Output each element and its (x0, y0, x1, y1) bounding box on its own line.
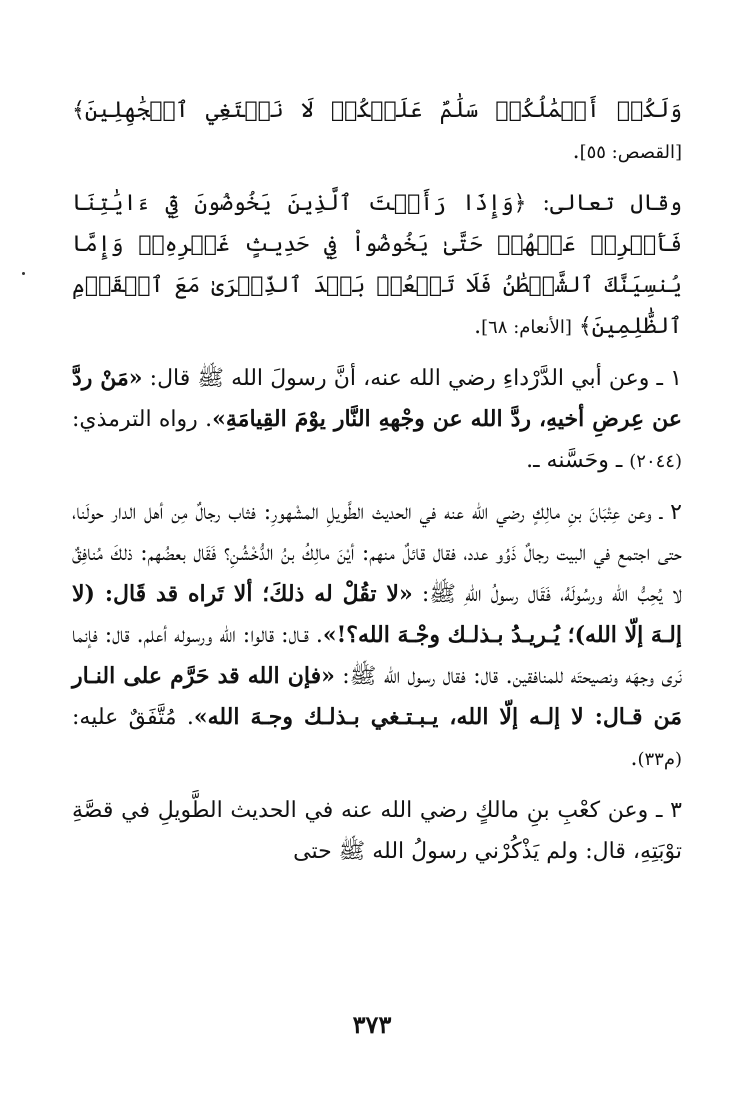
quran-text: وَلَكُمۡ أَعۡمَٰلُكُمۡ سَلَٰمٌ عَلَيۡكُمۡ لَا نَبۡتَغِي ٱلۡجَٰهِلِينَ﴾ (72, 98, 682, 123)
narration-text: ٢ ـ وعن عِتْبَانَ بنِ مالِكٍ رضي الله عنه في الحديث الطَّويلِ المشْهورِ: فثاب رجالٌ مِن أهل الدار حولَنا، حتى اجتمع في البيت رجالٌ ذَوُو عدد، فقال قائلٌ منهم: أيْنَ مالِكُ بنُ الدُّخْشُنِ؟ فَقَال بعضُهم: ذلكَ مُنافِقٌ لا يُحِبُّ الله ورسُولَهُ، فَقَال رسولُ اللهِ ﷺ: (72, 500, 683, 607)
page-body (72, 80, 682, 882)
verse-reference: [الأنعام: ٦٨] (481, 317, 572, 338)
quran-text: ﴿وَإِذَا رَأَيۡتَ ٱلَّذِينَ يَخُوضُونَ فِيٓ ءَايَٰتِنَا فَأَعۡرِضۡ عَنۡهُمۡ حَتَّىٰ يَخُوضُواْ فِي حَدِيثٍ غَيۡرِهِۦۚ وَإِمَّا يُنسِيَنَّكَ ٱلشَّيۡطَٰنُ فَلَا تَقۡعُدۡ بَعۡدَ ٱلذِّكۡرَىٰ مَعَ ٱلۡقَوۡمِ ٱلظَّٰلِمِينَ﴾ (72, 191, 682, 339)
punctuation: . (474, 314, 482, 339)
hadith-quote: «فإن الله قد حَرَّم على النـار مَن قـال: لا إلـه إلّا الله، يـبـتـغي بـذلـك وجـهَ الله» (72, 663, 682, 730)
hadith-reference: (٢٠٤٤) (629, 451, 682, 472)
narration-text: . قـال: قالوا: الله ورسوله أعلم. قال: فإنما نَرى وجهَه ونصيحتَه للمنافقين. قال: فقال رسول الله ﷺ: (72, 623, 682, 689)
hadith-quote: «لا تقُلْ له ذلكَ؛ ألا تَراه قد قَال: (لا إلـهَ إلّا الله)؛ يُـريـدُ بـذلـك وجْـهَ الله؟!» (72, 581, 682, 648)
narration-text: . مُتَّفَقٌ عليه: (72, 705, 194, 730)
punctuation: . (630, 746, 638, 771)
quran-verse-anam (72, 183, 682, 348)
hadith-2 (72, 492, 682, 780)
narration-text: . رواه الترمذي: (72, 407, 213, 432)
punctuation: . (572, 139, 580, 164)
narration-text: ١ ـ وعن أبي الدَّرْداءِ رضي الله عنه، أنَّ رسولَ الله ﷺ قال: (142, 366, 682, 391)
hadith-quote: «مَنْ ردَّ عن عِرضِ أخيهِ، ردَّ الله عن وجْههِ النَّار يوْمَ القِيامَةِ» (72, 365, 682, 432)
page-number: ٣٧٣ (352, 1010, 392, 1039)
intro-text: وقال تعالى: (526, 191, 682, 216)
verse-reference: [القصص: ٥٥] (579, 142, 682, 163)
quran-verse-qasas (72, 90, 682, 173)
hadith-3 (72, 790, 682, 872)
margin-dot (22, 272, 25, 275)
grading-text: ـ وحَسَّنه ـ. (526, 448, 630, 473)
hadith-1 (72, 358, 682, 482)
narration-text: ٣ ـ وعن كعْبِ بنِ مالكٍ رضي الله عنه في الحديث الطَّويلِ في قصَّةِ توْبَتِهِ، قال: ولم يَذْكُرْني رسولُ الله ﷺ حتى (72, 798, 682, 864)
hadith-reference: (م٣٣) (637, 749, 682, 770)
